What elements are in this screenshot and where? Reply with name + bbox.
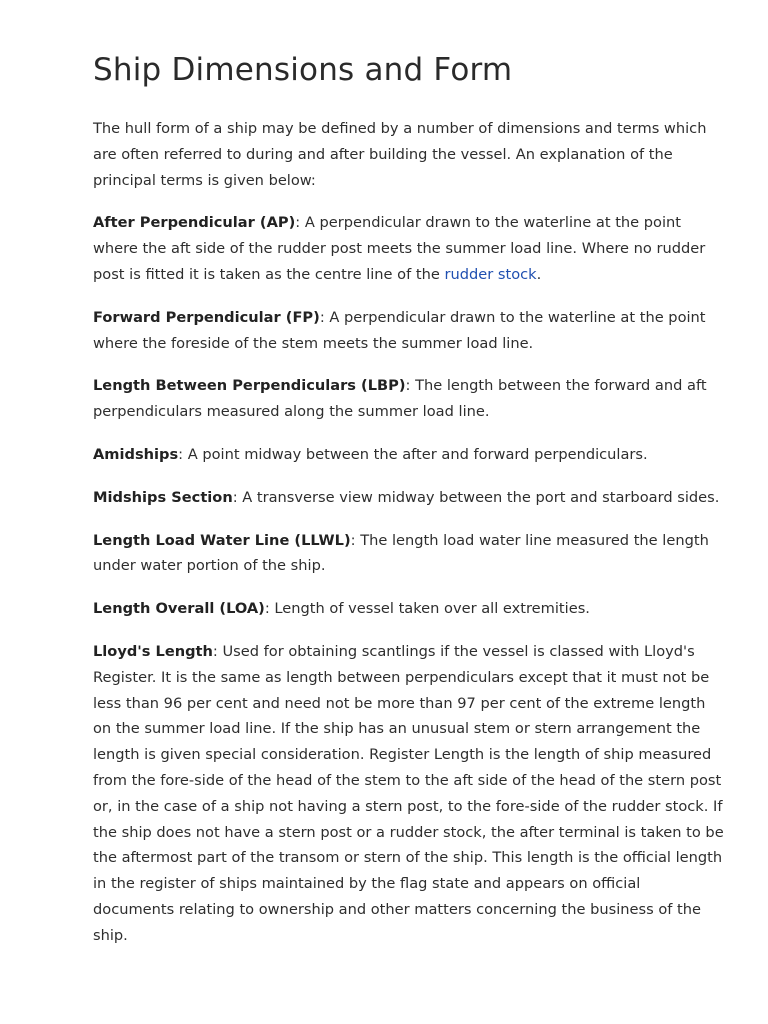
definition-text: : A perpendicular drawn to the waterline at the point where the aft side of the rudder post meets the summer load line. Where no rudder post is fitted it is taken as the centre line of the <box>93 214 706 283</box>
definition-text: : A transverse view midway between the port and starboard sides. <box>232 488 720 506</box>
definition-amidships <box>93 442 724 468</box>
intro-paragraph: The hull form of a ship may be defined by a number of dimensions and terms which are often referred to during and after building the vessel. An explanation of the principal terms is given below: <box>93 120 707 189</box>
term-label: Amidships <box>93 445 179 463</box>
term-label: Length Load Water Line (LLWL) <box>93 531 351 549</box>
term-label: After Perpendicular (AP) <box>93 214 296 232</box>
definition-lbp <box>93 373 724 425</box>
term-label: Lloyd's Length <box>93 642 213 660</box>
definition-lloyds-length <box>93 639 724 949</box>
definition-text-end: . <box>536 265 542 283</box>
term-label: Midships Section <box>93 488 233 506</box>
definition-forward-perpendicular <box>93 305 724 357</box>
term-label: Length Overall (LOA) <box>93 600 265 618</box>
definition-text: : A point midway between the after and forward perpendiculars. <box>178 445 648 463</box>
rudder-stock-link[interactable]: rudder stock <box>444 265 537 283</box>
definition-after-perpendicular <box>93 210 724 287</box>
term-label: Forward Perpendicular (FP) <box>93 308 320 326</box>
definition-text: : The length between the forward and aft perpendiculars measured along the summer load line. <box>93 377 707 421</box>
definition-llwl <box>93 528 724 580</box>
definition-text: : The length load water line measured the length under water portion of the ship. <box>93 531 709 575</box>
definition-loa <box>93 596 724 622</box>
definition-text: : A perpendicular drawn to the waterline at the point where the foreside of the stem meets the summer load line. <box>93 308 706 352</box>
definition-midships-section <box>93 485 724 511</box>
definition-text: : Length of vessel taken over all extremities. <box>264 600 590 618</box>
term-label: Length Between Perpendiculars (LBP) <box>93 377 406 395</box>
definition-text: : Used for obtaining scantlings if the vessel is classed with Lloyd's Register. It is the same as length between perpendiculars except that it must not be less than 96 per cent and need not be more than 97 per cent of the extreme length on the summer load line. If the ship has an unusual stem or stern arrangement the length is given special consideration. Register Length is the length of ship measured from the fore-side of the head of the stem to the aft side of the head of the stern post or, in the case of a ship not having a stern post, to the fore-side of the rudder stock. If the ship does not have a stern post or a rudder stock, the after terminal is taken to be the aftermost part of the transom or stern of the ship. This length is the official length in the register of ships maintained by the flag state and appears on official documents relating to ownership and other matters concerning the business of the ship. <box>93 642 724 944</box>
page-title: Ship Dimensions and Form <box>93 52 513 88</box>
